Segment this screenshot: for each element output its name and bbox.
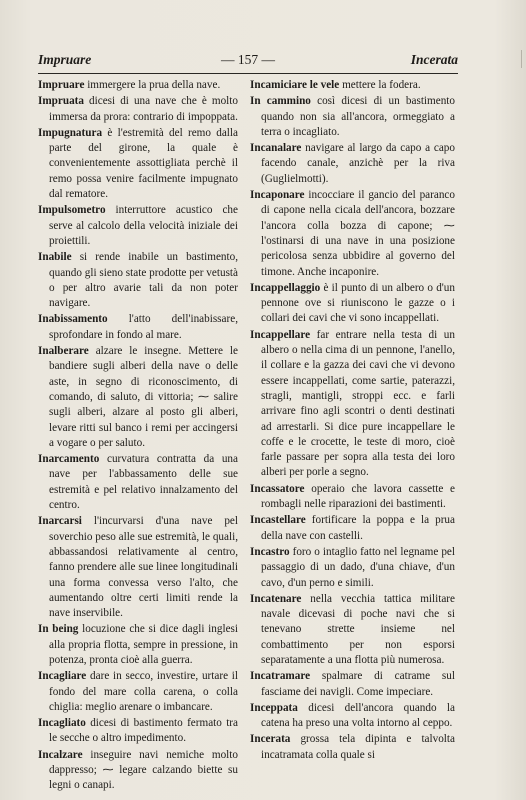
entry-term: Incagliare [38,670,87,683]
dictionary-entry [250,94,455,140]
dictionary-entry [250,281,455,327]
entry-definition: navigare al largo da capo a capo facendo canale, anzichè per la riva (Guglielmotti). [261,142,455,185]
entry-term: Incassatore [250,482,305,495]
entry-term: Incerata [250,733,291,746]
dictionary-entry [38,312,238,343]
header-first-term: Impruare [38,52,92,67]
dictionary-entry [38,716,238,747]
entry-definition: foro o intaglio fatto nel legname pel passaggio di un dado, d'una chiave, d'un cavo, d'un perno e simili. [261,545,455,589]
running-header [38,52,458,72]
dictionary-entry [250,545,455,591]
entry-definition: l'incurvarsi d'una nave pel soverchio peso alle sue estremità, le quali, abbassandosi relativamente al centro, fanno prendere alle sue linee longitudinali una forma convessa verso l'alto, che aumentando oltre certi limiti rende la nave inservibile. [49,515,238,620]
entry-term: Incatenare [250,592,302,605]
dictionary-entry [38,250,238,311]
entry-term: Incappellare [250,328,311,341]
dictionary-entry [38,514,238,621]
entry-definition: dicesi di una nave che è molto immersa da prora: contrario di impoppata. [49,95,238,123]
right-column [250,78,455,764]
page-edge-shadow [515,50,522,68]
entry-definition: così dicesi di un bastimento quando non sia all'ancora, ormeggiato a terra o incagliato. [261,95,455,138]
entry-definition: immergere la prua della nave. [84,79,221,91]
entry-definition: si rende inabile un bastimento, quando gli sieno state prodotte per vetustà o per altro avarie tali da non poter navigare. [49,251,238,310]
dictionary-entry [38,344,238,451]
entry-definition: incocciare il gancio del paranco di capone nella cicala dell'ancora, bozzare l'ancora colla bozza di capone; ⁓ l'ostinarsi di una nave in una posizione pericolosa senza ubbidire al governo del timone. Anche incaponire. [261,189,455,278]
entry-term: Incanalare [250,142,302,155]
entry-definition: interruttore acustico che serve al calcolo della velocità iniziale dei proiettili. [49,204,238,247]
dictionary-entry [250,482,455,513]
dictionary-entry [250,141,455,187]
dictionary-entry [38,452,238,513]
entry-term: In cammino [250,95,311,108]
page-number: — 157 — [221,52,275,67]
entry-term: Incaponare [250,189,305,202]
entry-term: Incastellare [250,514,306,527]
entry-term: Impruare [38,79,85,91]
entry-definition: è il punto di un albero o d'un pennone ove si riuniscono le gazze o i collari dei cavi che vi sono incappellati. [261,281,455,325]
entry-definition: l'atto dell'inabissare, sprofondare in fondo al mare. [49,313,238,341]
dictionary-entry [38,669,238,715]
entry-definition: alzare le insegne. Mettere le bandiere sugli alberi della nave o delle aste, in segno di riconoscimento, di comando, di saluto, di vittoria; ⁓ salire sugli alberi, alzare al posto gli alberi, levare ritti sul banco i remi per accingersi a vogare o per saluto. [49,345,238,449]
dictionary-entry [38,94,238,125]
entry-definition: spalmare di catrame sul fasciame dei navigli. Come impeciare. [261,670,455,698]
dictionary-entry [38,78,238,93]
header-last-term: Incerata [410,52,458,67]
dictionary-entry [250,592,455,668]
entry-term: Incagliato [38,717,86,730]
dictionary-entry [38,126,238,202]
entry-term: Inabile [38,251,72,264]
entry-term: Incastro [250,545,290,558]
dictionary-entry [250,732,455,763]
dictionary-entry [250,78,455,93]
dictionary-entry [250,328,455,481]
left-column [38,78,238,795]
entry-term: Impulsometro [38,204,106,217]
entry-definition: operaio che lavora cassette e rombagli nelle riparazioni dei bastimenti. [261,482,455,511]
entry-definition: nella vecchia tattica militare navale dicevasi di poche navi che si tenevano strette insieme nel combattimento per non esporsi separatamente a una flotta più numerosa. [261,592,455,666]
dictionary-entry [250,669,455,700]
entry-definition: inseguire navi nemiche molto dappresso; ⁓ legare calzando biette su legni o canapi. [49,748,238,792]
entry-definition: mettere la fodera. [339,79,421,91]
entry-term: Inalberare [38,345,89,358]
entry-term: Impugnatura [38,126,103,139]
entry-definition: dicesi dell'ancora quando la catena ha preso una volta intorno al ceppo. [261,701,455,730]
entry-definition: far entrare nella testa di un albero o nella cima di un pennone, l'anello, il collare e la gazza dei cavi che vi devono essere incappellati, come sartie, paterazzi, stragli, mantigli, stroppi ecc. e farli arrivare fino agli scontri o denti destinati ad arrestarli. Si dice pure incappellare le coffe e le crocette, le teste di moro, cioè farle passare per sopra alla testa dei loro alberi per porle a segno. [261,328,455,479]
entry-term: Inarcamento [38,453,100,466]
dictionary-entry [38,203,238,249]
entry-term: Inarcarsi [38,515,82,528]
entry-definition: grossa tela dipinta e talvolta incatramata colla quale si [261,733,455,761]
dictionary-entry [38,748,238,794]
dictionary-entry [250,188,455,280]
entry-term: Incalzare [38,748,83,761]
dictionary-entry [250,513,455,544]
header-rule [38,73,458,74]
entry-term: In being [38,623,79,636]
dictionary-entry [38,622,238,668]
entry-definition: è l'estremità del remo dalla parte del girone, la quale è convenientemente assottigliata perchè il remo possa venire facilmente impugnato dal rematore. [49,126,238,201]
entry-definition: fortificare la poppa e la prua della nave con castelli. [261,514,455,542]
entry-definition: curvatura contratta da una nave per l'abbassamento delle sue estremità e pel relativo innalzamento del centro. [49,453,238,512]
entry-term: Incappellaggio [250,281,321,294]
entry-term: Inceppata [250,701,298,714]
entry-term: Impruata [38,95,84,108]
entry-definition: dare in secco, investire, urtare il fondo del mare colla carena, o colla chiglia: meglio arenare o imbancare. [49,670,238,713]
dictionary-entry [250,701,455,732]
entry-definition: dicesi di bastimento fermato tra le secche o altro impedimento. [49,717,238,745]
entry-term: Incatramare [250,670,311,683]
entry-term: Inabissamento [38,313,108,326]
entry-term: Incamiciare le vele [250,79,340,91]
entry-definition: locuzione che si dice dagli inglesi alla propria flotta, sempre in pressione, in potenza, pronta cioè alla guerra. [49,623,239,666]
